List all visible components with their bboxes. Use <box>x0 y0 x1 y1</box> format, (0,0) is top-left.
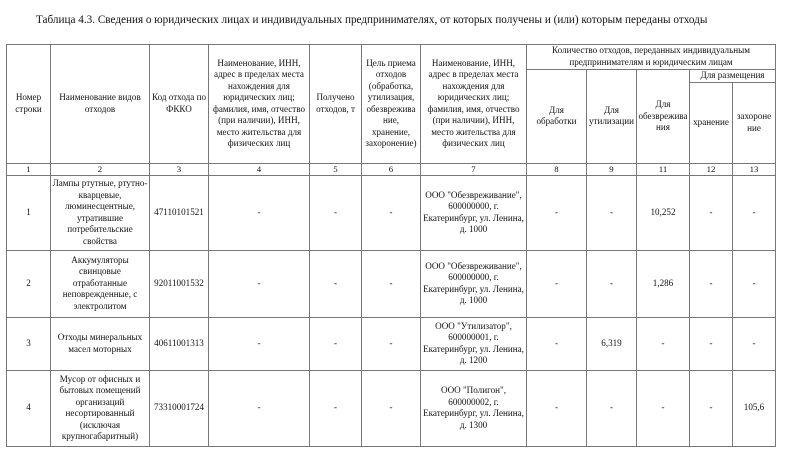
qty-storage: - <box>690 250 733 317</box>
fkko-code: 73310001724 <box>150 370 209 446</box>
received-from: - <box>209 250 310 317</box>
header-fkko-code: Код отхода по ФККО <box>150 45 209 164</box>
header-storage: хранение <box>690 82 733 163</box>
purpose: - <box>362 317 421 370</box>
waste-name: Отходы минеральных масел моторных <box>51 317 150 370</box>
column-number: 13 <box>733 163 776 175</box>
qty-burial: - <box>733 250 776 317</box>
row-number: 1 <box>7 175 51 250</box>
column-number: 2 <box>51 163 150 175</box>
purpose: - <box>362 370 421 446</box>
qty-neutralization: 10,252 <box>637 175 690 250</box>
qty-neutralization: - <box>637 370 690 446</box>
qty-utilization: 6,319 <box>587 317 637 370</box>
transferred-to: ООО "Обезвреживание", 600000000, г. Екатеринбург, ул. Ленина, д. 1000 <box>421 175 527 250</box>
header-for-placement: Для размещения <box>690 70 776 83</box>
received-qty: - <box>310 317 362 370</box>
qty-utilization: - <box>587 175 637 250</box>
fkko-code: 47110101521 <box>150 175 209 250</box>
purpose: - <box>362 250 421 317</box>
qty-processing: - <box>527 317 587 370</box>
header-waste-name: Наименование видов отходов <box>51 45 150 164</box>
waste-transfer-table <box>6 44 776 447</box>
received-qty: - <box>310 250 362 317</box>
table-row <box>7 317 776 370</box>
qty-processing: - <box>527 250 587 317</box>
column-number: 6 <box>362 163 421 175</box>
column-number: 9 <box>587 163 637 175</box>
header-burial: захороне ние <box>733 82 776 163</box>
qty-neutralization: - <box>637 317 690 370</box>
header-transferred-qty: Количество отходов, переданных индивидуальным предпринимателям и юридическим лицам <box>527 45 776 70</box>
column-number: 7 <box>421 163 527 175</box>
table-row <box>7 370 776 446</box>
qty-storage: - <box>690 175 733 250</box>
column-number: 1 <box>7 163 51 175</box>
column-number: 3 <box>150 163 209 175</box>
qty-burial: - <box>733 175 776 250</box>
waste-name: Лампы ртутные, ртутно-кварцевые, люминесцентные, утратившие потребительские свойства <box>51 175 150 250</box>
received-qty: - <box>310 175 362 250</box>
header-received-qty: Получено отходов, т <box>310 45 362 164</box>
qty-burial: 105,6 <box>733 370 776 446</box>
row-number: 4 <box>7 370 51 446</box>
column-number: 4 <box>209 163 310 175</box>
received-qty: - <box>310 370 362 446</box>
qty-burial: - <box>733 317 776 370</box>
table-row <box>7 250 776 317</box>
column-number: 12 <box>690 163 733 175</box>
fkko-code: 40611001313 <box>150 317 209 370</box>
column-numbers-row <box>7 163 776 175</box>
waste-name: Аккумуляторы свинцовые отработанные неповрежденные, с электролитом <box>51 250 150 317</box>
column-number: 8 <box>527 163 587 175</box>
header-for-neutralization: Для обезврежива ния <box>637 70 690 164</box>
header-for-processing: Для обработки <box>527 70 587 164</box>
column-number: 11 <box>637 163 690 175</box>
header-transferred-to: Наименование, ИНН, адрес в пределах места нахождения для юридических лиц; фамилия, имя, отчество (при наличии), ИНН, место жительства для физических лиц <box>421 45 527 164</box>
received-from: - <box>209 370 310 446</box>
row-number: 3 <box>7 317 51 370</box>
transferred-to: ООО "Полигон", 600000002, г. Екатеринбург, ул. Ленина, д. 1300 <box>421 370 527 446</box>
received-from: - <box>209 317 310 370</box>
header-received-from: Наименование, ИНН, адрес в пределах места нахождения для юридических лиц; фамилия, имя, отчество (при наличии), ИНН, место жительства для физических лиц <box>209 45 310 164</box>
column-number: 5 <box>310 163 362 175</box>
qty-neutralization: 1,286 <box>637 250 690 317</box>
waste-name: Мусор от офисных и бытовых помещений организаций несортированный (исключая крупногабаритный) <box>51 370 150 446</box>
table-caption: Таблица 4.3. Сведения о юридических лицах и индивидуальных предпринимателях, от которых получены и (или) которым переданы отходы <box>36 14 708 26</box>
received-from: - <box>209 175 310 250</box>
qty-utilization: - <box>587 370 637 446</box>
fkko-code: 92011001532 <box>150 250 209 317</box>
transferred-to: ООО "Утилизатор", 600000001, г. Екатеринбург, ул. Ленина, д. 1200 <box>421 317 527 370</box>
row-number: 2 <box>7 250 51 317</box>
purpose: - <box>362 175 421 250</box>
transferred-to: ООО "Обезвреживание", 600000000, г. Екатеринбург, ул. Ленина, д. 1000 <box>421 250 527 317</box>
qty-utilization: - <box>587 250 637 317</box>
qty-processing: - <box>527 370 587 446</box>
qty-storage: - <box>690 370 733 446</box>
qty-storage: - <box>690 317 733 370</box>
qty-processing: - <box>527 175 587 250</box>
header-purpose: Цель приема отходов (обработка, утилизация, обезврежива ние, хранение, захоронение) <box>362 45 421 164</box>
header-row-no: Номер строки <box>7 45 51 164</box>
header-for-utilization: Для утилизации <box>587 70 637 164</box>
table-row <box>7 175 776 250</box>
